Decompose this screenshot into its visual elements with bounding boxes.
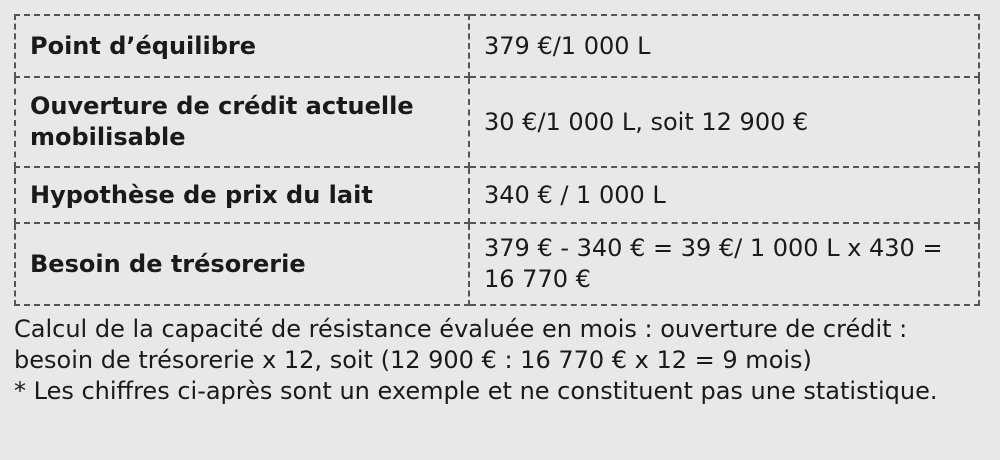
row-value: 379 € - 340 € = 39 €/ 1 000 L x 430 = 16 770 € (469, 223, 979, 305)
row-value: 340 € / 1 000 L (469, 167, 979, 223)
calculation-note: Calcul de la capacité de résistance évaluée en mois : ouverture de crédit : besoin de trésorerie x 12, soit (12 900 € : 16 770 € x 12 = 9 mois) (14, 315, 908, 374)
data-table (14, 14, 980, 306)
row-label: Besoin de trésorerie (15, 223, 469, 305)
row-value: 30 €/1 000 L, soit 12 900 € (469, 77, 979, 167)
row-label: Point d’équilibre (15, 15, 469, 77)
row-label: Ouverture de crédit actuelle mobilisable (15, 77, 469, 167)
row-value: 379 €/1 000 L (469, 15, 979, 77)
disclaimer-note: * Les chiffres ci-après sont un exemple et ne constituent pas une statistique. (14, 377, 938, 405)
table-row (15, 167, 979, 223)
table-row (15, 223, 979, 305)
row-label: Hypothèse de prix du lait (15, 167, 469, 223)
footnote-block (14, 314, 984, 407)
table-row (15, 15, 979, 77)
table-row (15, 77, 979, 167)
